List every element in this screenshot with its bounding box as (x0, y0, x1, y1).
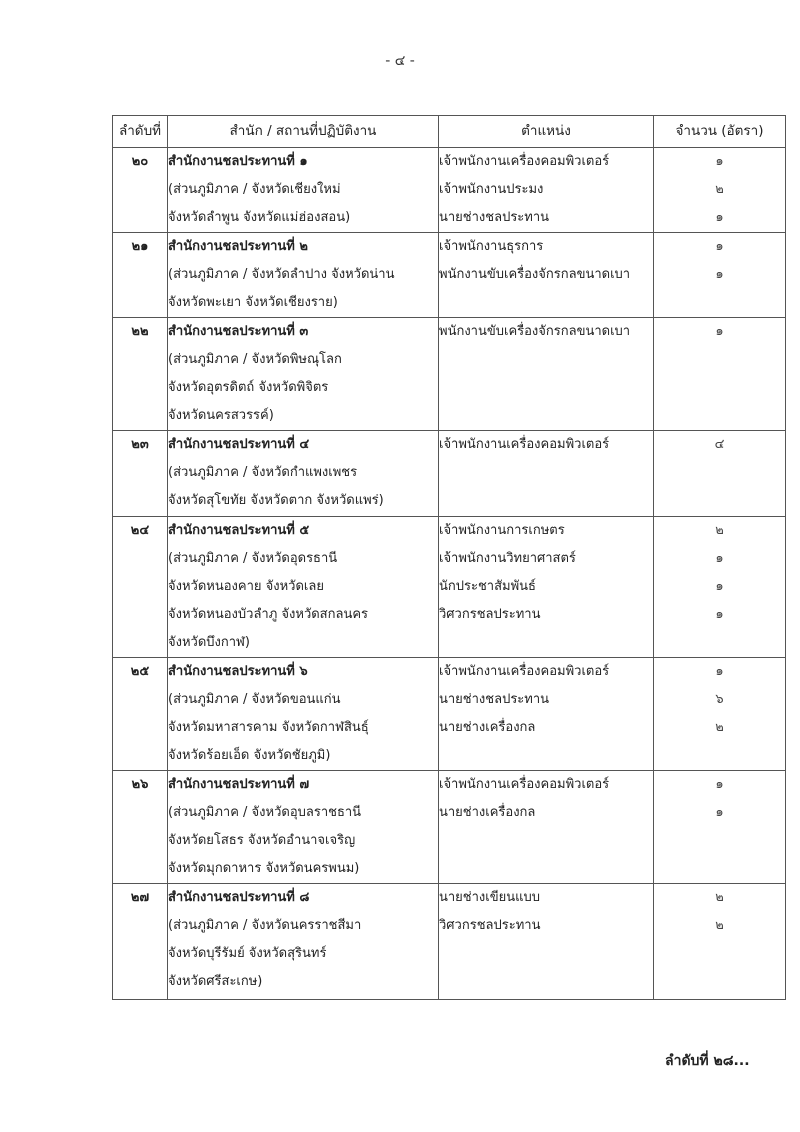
position-count: ๑ (715, 579, 724, 594)
office-line: (ส่วนภูมิภาค / จังหวัดกำแพงเพชร (168, 465, 358, 480)
position-count: ๑ (715, 607, 724, 622)
row-position-cell (439, 658, 654, 771)
row-count-cell (654, 233, 786, 318)
position-name: เจ้าพนักงานเครื่องคอมพิวเตอร์ (439, 154, 610, 169)
position-name: เจ้าพนักงานเครื่องคอมพิวเตอร์ (439, 777, 610, 792)
page-number: - ๔ - (385, 53, 415, 69)
office-title: สำนักงานชลประทานที่ ๓ (168, 324, 309, 339)
row-seq-cell (113, 148, 168, 233)
header-seq: ลำดับที่ (113, 116, 168, 148)
position-count: ๔ (714, 437, 725, 452)
position-name: นายช่างเครื่องกล (439, 720, 536, 735)
office-title: สำนักงานชลประทานที่ ๖ (168, 664, 308, 679)
row-position-cell (439, 771, 654, 884)
row-seq-cell (113, 658, 168, 771)
office-line: จังหวัดบึงกาฬ) (168, 635, 251, 650)
position-count: ๑ (715, 239, 724, 254)
row-office-cell (168, 658, 439, 771)
position-name: นายช่างเครื่องกล (439, 805, 536, 820)
row-count-cell (654, 771, 786, 884)
table-row (113, 233, 786, 318)
positions-table (112, 115, 786, 1000)
row-office-cell (168, 318, 439, 431)
position-count: ๑ (715, 664, 724, 679)
position-count: ๖ (715, 692, 724, 707)
header-position: ตำแหน่ง (439, 116, 654, 148)
row-office-cell (168, 148, 439, 233)
position-count: ๒ (715, 182, 724, 197)
office-line: จังหวัดลำพูน จังหวัดแม่ฮ่องสอน) (168, 210, 351, 225)
table-row (113, 517, 786, 658)
office-title: สำนักงานชลประทานที่ ๔ (168, 437, 310, 452)
row-position-cell (439, 884, 654, 1000)
row-seq: ๒๑ (131, 239, 149, 254)
office-line: (ส่วนภูมิภาค / จังหวัดเชียงใหม่ (168, 182, 341, 197)
row-office-cell (168, 431, 439, 517)
row-office-cell (168, 884, 439, 1000)
header-office: สำนัก / สถานที่ปฏิบัติงาน (168, 116, 439, 148)
row-seq-cell (113, 318, 168, 431)
position-name: เจ้าพนักงานเครื่องคอมพิวเตอร์ (439, 437, 610, 452)
position-count: ๑ (715, 805, 724, 820)
position-count: ๑ (715, 210, 724, 225)
office-line: (ส่วนภูมิภาค / จังหวัดอุบลราชธานี (168, 805, 362, 820)
position-count: ๑ (715, 154, 724, 169)
table-row (113, 658, 786, 771)
office-line: จังหวัดบุรีรัมย์ จังหวัดสุรินทร์ (168, 946, 327, 961)
position-name: นักประชาสัมพันธ์ (439, 579, 536, 594)
office-line: จังหวัดศรีสะเกษ) (168, 974, 263, 989)
office-line: จังหวัดหนองบัวลำภู จังหวัดสกลนคร (168, 607, 369, 622)
row-count-cell (654, 884, 786, 1000)
position-name: วิศวกรชลประทาน (439, 607, 541, 622)
row-seq: ๒๒ (131, 324, 149, 339)
position-name: นายช่างชลประทาน (439, 210, 550, 225)
office-line: จังหวัดยโสธร จังหวัดอำนาจเจริญ (168, 833, 356, 848)
office-line: (ส่วนภูมิภาค / จังหวัดขอนแก่น (168, 692, 341, 707)
office-title: สำนักงานชลประทานที่ ๗ (168, 777, 310, 792)
office-line: (ส่วนภูมิภาค / จังหวัดพิษณุโลก (168, 352, 342, 367)
position-count: ๒ (715, 890, 724, 905)
office-line: (ส่วนภูมิภาค / จังหวัดนครราชสีมา (168, 918, 362, 933)
row-position-cell (439, 318, 654, 431)
position-count: ๑ (715, 324, 724, 339)
position-name: เจ้าพนักงานเครื่องคอมพิวเตอร์ (439, 664, 610, 679)
row-count-cell (654, 658, 786, 771)
position-name: เจ้าพนักงานการเกษตร (439, 523, 565, 538)
position-name: เจ้าพนักงานธุรการ (439, 239, 544, 254)
table-body (113, 148, 786, 1000)
office-title: สำนักงานชลประทานที่ ๕ (168, 523, 310, 538)
office-title: สำนักงานชลประทานที่ ๒ (168, 239, 308, 254)
position-name: นายช่างเขียนแบบ (439, 890, 540, 905)
row-office-cell (168, 517, 439, 658)
row-count-cell (654, 148, 786, 233)
row-seq: ๒๓ (131, 437, 149, 452)
office-line: จังหวัดสุโขทัย จังหวัดตาก จังหวัดแพร่) (168, 493, 384, 508)
table-row (113, 884, 786, 1000)
continued-note: ลำดับที่ ๒๘... (665, 1053, 750, 1069)
office-line: (ส่วนภูมิภาค / จังหวัดลำปาง จังหวัดน่าน (168, 267, 395, 282)
office-title: สำนักงานชลประทานที่ ๘ (168, 890, 310, 905)
position-name: วิศวกรชลประทาน (439, 918, 541, 933)
row-seq-cell (113, 431, 168, 517)
position-name: นายช่างชลประทาน (439, 692, 550, 707)
position-count: ๑ (715, 267, 724, 282)
row-position-cell (439, 148, 654, 233)
header-count: จำนวน (อัตรา) (654, 116, 786, 148)
office-line: จังหวัดหนองคาย จังหวัดเลย (168, 579, 324, 594)
row-seq-cell (113, 517, 168, 658)
row-seq: ๒๕ (130, 664, 150, 679)
office-line: จังหวัดร้อยเอ็ด จังหวัดชัยภูมิ) (168, 748, 331, 763)
row-count-cell (654, 318, 786, 431)
table-row (113, 148, 786, 233)
row-office-cell (168, 233, 439, 318)
table-header-row (113, 116, 786, 148)
position-count: ๑ (715, 777, 724, 792)
position-name: พนักงานขับเครื่องจักรกลขนาดเบา (439, 324, 631, 339)
office-line: จังหวัดนครสวรรค์) (168, 408, 274, 423)
row-position-cell (439, 233, 654, 318)
office-line: จังหวัดอุตรดิตถ์ จังหวัดพิจิตร (168, 380, 329, 395)
office-line: (ส่วนภูมิภาค / จังหวัดอุดรธานี (168, 551, 338, 566)
row-seq-cell (113, 233, 168, 318)
row-seq: ๒๐ (131, 154, 149, 169)
office-title: สำนักงานชลประทานที่ ๑ (168, 154, 308, 169)
table-row (113, 431, 786, 517)
row-position-cell (439, 431, 654, 517)
position-name: เจ้าพนักงานประมง (439, 182, 544, 197)
row-seq: ๒๖ (131, 777, 149, 792)
row-seq: ๒๔ (130, 523, 150, 538)
row-count-cell (654, 517, 786, 658)
position-count: ๒ (715, 523, 724, 538)
position-count: ๑ (715, 551, 724, 566)
office-line: จังหวัดพะเยา จังหวัดเชียงราย) (168, 295, 338, 310)
row-office-cell (168, 771, 439, 884)
row-seq-cell (113, 771, 168, 884)
table-row (113, 771, 786, 884)
row-seq: ๒๗ (130, 890, 150, 905)
position-count: ๒ (715, 918, 724, 933)
row-count-cell (654, 431, 786, 517)
position-name: พนักงานขับเครื่องจักรกลขนาดเบา (439, 267, 631, 282)
row-seq-cell (113, 884, 168, 1000)
row-position-cell (439, 517, 654, 658)
office-line: จังหวัดมุกดาหาร จังหวัดนครพนม) (168, 861, 360, 876)
position-name: เจ้าพนักงานวิทยาศาสตร์ (439, 551, 576, 566)
position-count: ๒ (715, 720, 724, 735)
table-row (113, 318, 786, 431)
office-line: จังหวัดมหาสารคาม จังหวัดกาฬสินธุ์ (168, 720, 369, 735)
